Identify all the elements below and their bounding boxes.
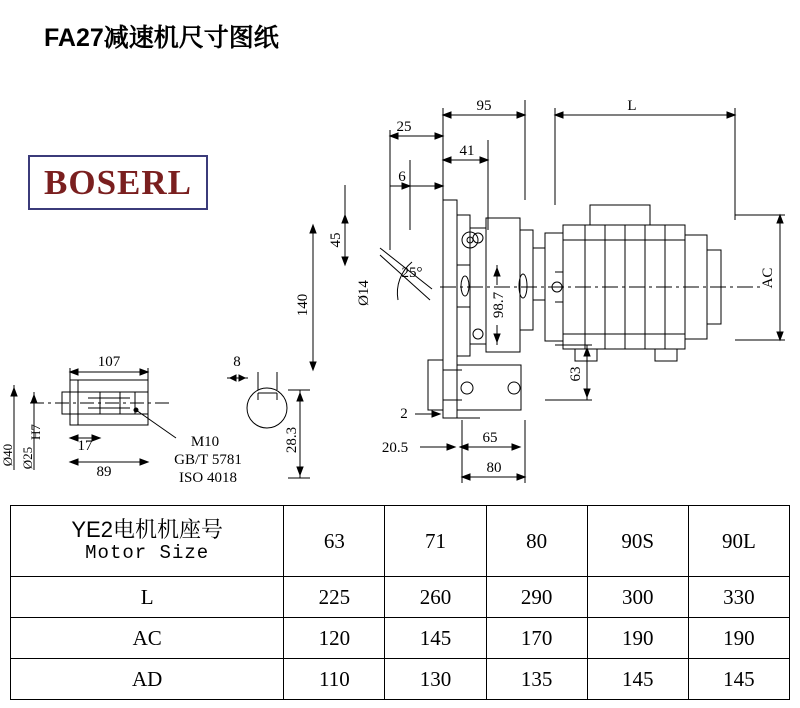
cell-AC-80: 170 (486, 618, 587, 659)
cell-L-63: 225 (284, 577, 385, 618)
cell-AD-80: 135 (486, 659, 587, 700)
row-label-AD: AD (11, 659, 284, 700)
dim-89: 89 (96, 464, 112, 480)
cell-AD-63: 110 (284, 659, 385, 700)
dim-107: 107 (97, 354, 121, 370)
cell-AD-90L: 145 (688, 659, 789, 700)
cell-L-80: 290 (486, 577, 587, 618)
dim-80: 80 (486, 460, 502, 476)
cell-AD-90S: 145 (587, 659, 688, 700)
brand-logo-text: BOSERL (44, 162, 192, 202)
motor-size-table (10, 505, 790, 700)
cell-AC-63: 120 (284, 618, 385, 659)
dim-dia25-tolerance: H7 (28, 424, 43, 440)
table-header-size-0: 63 (284, 506, 385, 577)
table-header-size-3: 90S (587, 506, 688, 577)
dim-45: 45 (328, 232, 344, 248)
label-ISO4018: ISO 4018 (179, 470, 237, 486)
row-label-AC: AC (11, 618, 284, 659)
dim-25: 25 (396, 119, 412, 135)
dim-140: 140 (295, 293, 311, 317)
dim-dia40: Ø40 (0, 443, 15, 467)
dim-8: 8 (233, 354, 241, 370)
dim-L: L (627, 98, 637, 114)
table-header-label-cn: YE2电机机座号 (71, 517, 223, 543)
dim-17: 17 (77, 438, 93, 454)
dim-95: 95 (476, 98, 492, 114)
table-header-label (11, 506, 284, 577)
table-row (11, 618, 790, 659)
dim-25-degree: 25° (401, 265, 423, 281)
cell-AD-71: 130 (385, 659, 486, 700)
table-row (11, 659, 790, 700)
label-M10: M10 (190, 434, 220, 450)
cell-AC-90L: 190 (688, 618, 789, 659)
dim-28-3: 28.3 (284, 426, 300, 454)
dim-20-5: 20.5 (381, 440, 409, 456)
cell-L-90L: 330 (688, 577, 789, 618)
table-header-size-1: 71 (385, 506, 486, 577)
cell-L-90S: 300 (587, 577, 688, 618)
cell-AC-71: 145 (385, 618, 486, 659)
table-header-size-4: 90L (688, 506, 789, 577)
dim-65: 65 (482, 430, 498, 446)
dim-98-7: 98.7 (491, 291, 507, 319)
label-GBT5781: GB/T 5781 (174, 452, 242, 468)
table-header-label-en: Motor Size (85, 541, 210, 564)
dim-63: 63 (568, 366, 584, 382)
dim-6: 6 (398, 169, 406, 185)
dim-41: 41 (459, 143, 475, 159)
dim-dia14: Ø14 (356, 280, 372, 306)
cell-L-71: 260 (385, 577, 486, 618)
row-label-L: L (11, 577, 284, 618)
table-header-size-2: 80 (486, 506, 587, 577)
table-row (11, 577, 790, 618)
page-title: FA27减速机尺寸图纸 (44, 24, 279, 52)
dim-2: 2 (400, 406, 408, 422)
dim-AC: AC (760, 267, 776, 289)
dim-dia25: Ø25 (20, 446, 35, 470)
cell-AC-90S: 190 (587, 618, 688, 659)
table-header-row (11, 506, 790, 577)
